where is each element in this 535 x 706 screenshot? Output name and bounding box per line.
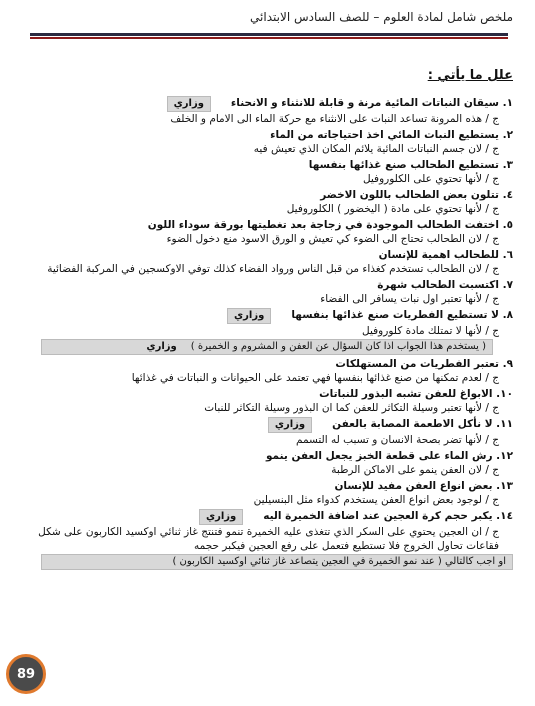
answer-text: ج / لعدم تمكنها من صنع غذائها بنفسها فهي تعتمد على الحيوانات و النباتات في غذائها	[131, 372, 499, 384]
answer-text: ج / لوجود بعض انواع العفن يستخدم كدواء مثل البنسيلين	[253, 494, 499, 506]
question-text: ٥. اختفت الطحالب الموجودة في زجاجة بعد تغطيتها بورقة سوداء اللون	[147, 219, 513, 231]
question-item	[35, 417, 513, 447]
ministerial-badge: وزاري	[268, 417, 312, 433]
question-item	[35, 357, 513, 385]
answer-text: ج / لان الطحالب تستخدم كغذاء من قبل الناس ورواد الفضاء كذلك توفي الاوكسجين في المركبة الفضائية	[47, 263, 499, 275]
section-title: علل ما يأتي :	[427, 68, 513, 83]
answer-text: ج / لان العفن ينمو على الاماكن الرطبة	[331, 464, 499, 476]
question-text: ١٢. رش الماء على قطعة الخبز يجعل العفن ينمو	[265, 450, 513, 462]
question-text: ١١. لا نأكل الاطعمة المصابة بالعفنوزاري	[35, 417, 513, 433]
answer-text: ج / لأنها تعتبر وسيلة التكاثر للعفن كما ان البذور وسيلة التكاثر للنبات	[204, 402, 499, 414]
answer-text: ج / لأنها تحتوي على مادة ( اليخضور ) الكلوروفيل	[286, 203, 499, 215]
question-text: ١. سيقان النباتات المائية مرنة و قابلة للانثناء و الانحناءوزاري	[35, 96, 513, 112]
question-text: ١٤. يكبر حجم كرة العجين عند اضافة الخميرة اليهوزاري	[35, 509, 513, 525]
question-text: ٩. تعتبر الفطريات من المستهلكات	[335, 358, 513, 370]
question-text: ٣. تستطيع الطحالب صنع غذائها بنفسها	[308, 159, 513, 171]
ministerial-badge: وزاري	[227, 308, 271, 324]
question-text: ٤. تتلون بعض الطحالب باللون الاخضر	[320, 189, 513, 201]
question-item	[35, 218, 513, 246]
question-item	[35, 278, 513, 306]
question-item	[35, 158, 513, 186]
answer-text: ج / لأنها تضر بصحة الانسان و تسبب له التسمم	[295, 434, 499, 446]
question-text: ١٣. بعض انواع العفن مفيد للإنسان	[334, 480, 513, 492]
answer-text: ج / لأنها لا تمتلك مادة كلوروفيل	[362, 325, 499, 337]
alternative-answer-note: او اجب كالتالي ( عند نمو الخميرة في العجين يتصاعد غاز ثنائي اوكسيد الكاربون )	[41, 554, 513, 570]
header-divider	[30, 33, 508, 36]
question-item	[35, 128, 513, 156]
question-text: ٨. لا تستطيع الفطريات صنع غذائها بنفسهاوزاري	[35, 308, 513, 324]
question-item	[35, 96, 513, 126]
page-header: ملخص شامل لمادة العلوم – للصف السادس الابتدائي	[250, 10, 513, 24]
question-text: ٧. اكتسبت الطحالب شهرة	[377, 279, 513, 291]
question-item	[35, 509, 513, 570]
question-item	[35, 449, 513, 477]
answer-text: ج / لأنها تحتوي على الكلوروفيل	[362, 173, 499, 185]
question-item	[35, 248, 513, 276]
question-list	[35, 96, 513, 572]
question-text: ٦. للطحالب اهمية للإنسان	[378, 249, 513, 261]
answer-text: ج / ان العجين يحتوي على السكر الذي تتغذى عليه الخميرة تنمو فتنتج غاز ثنائي اوكسيد الكاربون على شكل فقاعات تحاول الخروج فلا تستطيع فتعمل على رفع العجين فيكبر حجمه	[38, 526, 499, 552]
ministerial-badge: وزاري	[146, 341, 177, 352]
answer-text: ج / لان الطحالب تحتاج الى الضوء كي تعيش و الورق الاسود منع دخول الضوء	[166, 233, 499, 245]
question-text: ١٠. الابواغ للعفن تشبه البذور للنباتات	[319, 388, 513, 400]
answer-text: ج / هذه المرونة تساعد النبات على الانثناء مع حركة الماء الى الامام و الخلف	[170, 113, 499, 125]
answer-text: ج / لأنها تعتبر اول نبات يسافر الى الفضاء	[320, 293, 499, 305]
answer-note: ( يستخدم هذا الجواب اذا كان السؤال عن العفن و المشروم و الخميرة )وزاري	[41, 339, 493, 355]
ministerial-badge: وزاري	[167, 96, 211, 112]
page-number-badge: 89	[6, 654, 46, 694]
ministerial-badge: وزاري	[199, 509, 243, 525]
question-item	[35, 479, 513, 507]
question-item	[35, 188, 513, 216]
question-text: ٢. يستطيع النبات المائي اخذ احتياجاته من الماء	[270, 129, 513, 141]
question-item	[35, 308, 513, 355]
question-item	[35, 387, 513, 415]
header-divider-accent	[30, 37, 508, 39]
answer-text: ج / لان جسم النباتات المائية يلائم المكان الذي تعيش فيه	[253, 143, 499, 155]
